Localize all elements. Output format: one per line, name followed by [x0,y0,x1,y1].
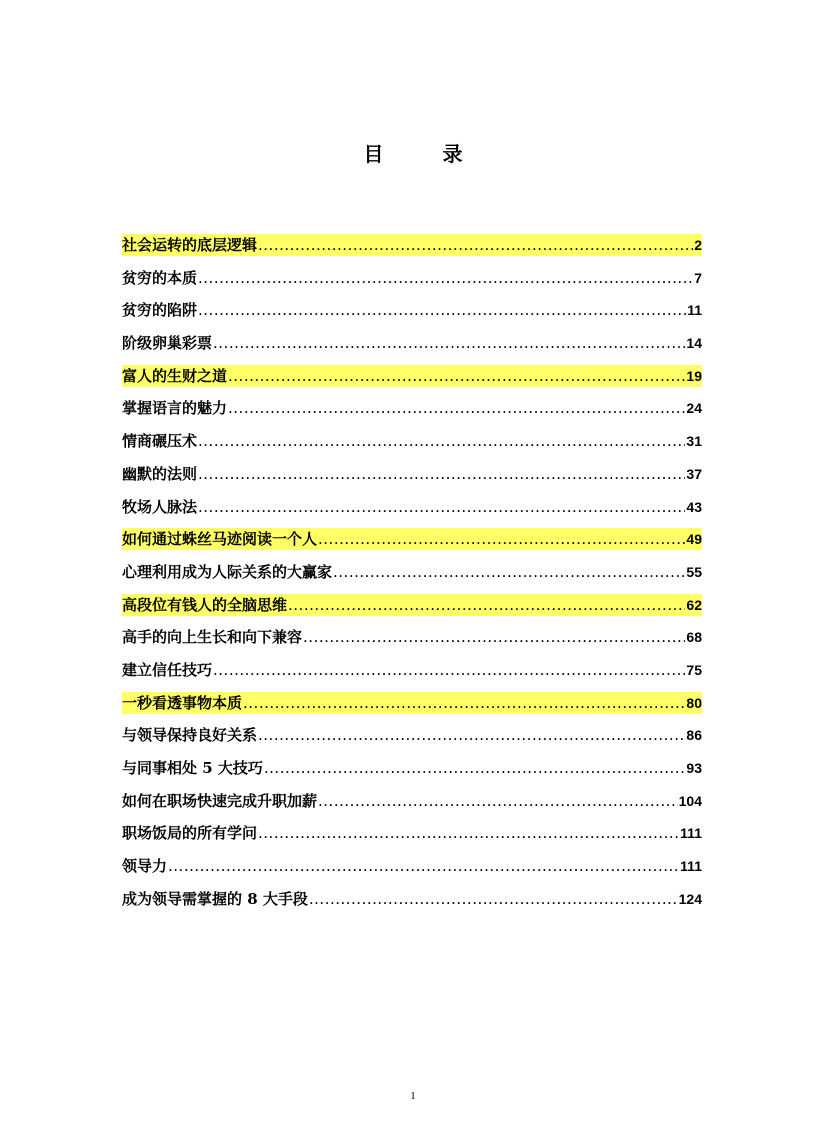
toc-entry[interactable] [122,528,702,561]
toc-entry-page-number: 68 [686,629,702,646]
dot-leader [258,822,679,844]
toc-entry[interactable] [122,267,702,300]
dot-leader [333,561,685,583]
toc-entry-page-number: 19 [686,367,702,384]
dot-leader [288,594,685,616]
toc-entry[interactable] [122,822,702,855]
toc-entry[interactable] [122,888,702,921]
toc-entry-page-number: 111 [680,825,702,842]
toc-entry[interactable] [122,692,702,725]
toc-entry-title: 幽默的法则 [122,464,198,483]
toc-entry[interactable] [122,299,702,332]
toc-entry-page-number: 75 [686,661,702,678]
dot-leader [198,430,685,452]
toc-entry[interactable] [122,659,702,692]
page-number: 1 [410,1090,416,1102]
dot-leader [309,888,678,910]
toc-entry-title: 贫穷的本质 [122,268,198,287]
dot-leader [243,692,685,714]
toc-entry-title: 领导力 [122,857,168,876]
page-title: 目 录 [363,142,489,166]
toc-entry-page-number: 49 [686,531,702,548]
toc-entry-page-number: 62 [686,596,702,613]
toc-entry-page-number: 31 [686,433,702,450]
toc-entry-title: 心理利用成为人际关系的大赢家 [122,562,333,581]
toc-entry[interactable] [122,724,702,757]
toc-entry[interactable] [122,365,702,398]
toc-entry-title: 如何通过蛛丝马迹阅读一个人 [122,530,318,549]
toc-entry-title: 贫穷的陷阱 [122,301,198,320]
toc-entry-page-number: 124 [678,890,702,907]
toc-entry-page-number: 86 [686,727,702,744]
dot-leader [213,332,685,354]
dot-leader [198,299,686,321]
toc-entry-title: 一秒看透事物本质 [122,693,243,712]
dot-leader [318,528,685,550]
toc-entry-title: 与同事相处 5 大技巧 [122,759,263,777]
table-of-contents [122,234,702,920]
toc-entry[interactable] [122,234,702,267]
toc-entry-title: 富人的生财之道 [122,366,228,385]
toc-entry-title: 成为领导需掌握的 8 大手段 [122,889,308,908]
toc-entry-page-number: 2 [694,237,702,253]
toc-entry-page-number: 37 [686,465,702,482]
toc-entry[interactable] [122,496,702,529]
dot-leader [318,790,678,812]
toc-entry-title: 如何在职场快速完成升职加薪 [122,791,318,810]
dot-leader [303,626,685,648]
toc-entry-page-number: 104 [678,792,702,809]
toc-entry[interactable] [122,397,702,430]
toc-entry[interactable] [122,594,702,627]
toc-entry-title: 掌握语言的魅力 [122,399,228,418]
toc-entry-page-number: 111 [680,858,702,875]
dot-leader [228,397,685,419]
toc-entry[interactable] [122,626,702,659]
toc-entry-page-number: 43 [686,498,702,515]
toc-entry-title: 情商碾压术 [122,432,198,451]
toc-entry-title: 社会运转的底层逻辑 [122,236,258,254]
toc-entry-page-number: 80 [686,694,702,711]
toc-entry-title: 高段位有钱人的全脑思维 [122,595,288,614]
toc-entry-title: 高手的向上生长和向下兼容 [122,628,303,647]
toc-entry[interactable] [122,561,702,594]
dot-leader [213,659,685,681]
toc-entry-page-number: 7 [694,269,702,286]
toc-entry[interactable] [122,855,702,888]
toc-entry-title: 职场饭局的所有学问 [122,824,258,843]
dot-leader [258,724,685,746]
dot-leader [198,496,685,518]
toc-entry[interactable] [122,332,702,365]
toc-entry[interactable] [122,757,702,790]
toc-entry-page-number: 11 [687,302,702,319]
toc-entry-title: 牧场人脉法 [122,497,198,516]
toc-entry-page-number: 55 [686,563,702,580]
toc-entry-page-number: 14 [686,335,702,352]
dot-leader [168,855,679,877]
toc-entry[interactable] [122,430,702,463]
dot-leader [198,267,693,289]
dot-leader [264,757,686,779]
dot-leader [198,463,685,485]
toc-entry[interactable] [122,463,702,496]
toc-entry[interactable] [122,790,702,823]
dot-leader [228,365,685,387]
toc-entry-page-number: 24 [686,400,702,417]
dot-leader [258,234,693,256]
toc-entry-page-number: 93 [686,760,702,776]
toc-entry-title: 阶级卵巢彩票 [122,334,213,353]
toc-entry-title: 建立信任技巧 [122,660,213,679]
toc-entry-title: 与领导保持良好关系 [122,726,258,745]
